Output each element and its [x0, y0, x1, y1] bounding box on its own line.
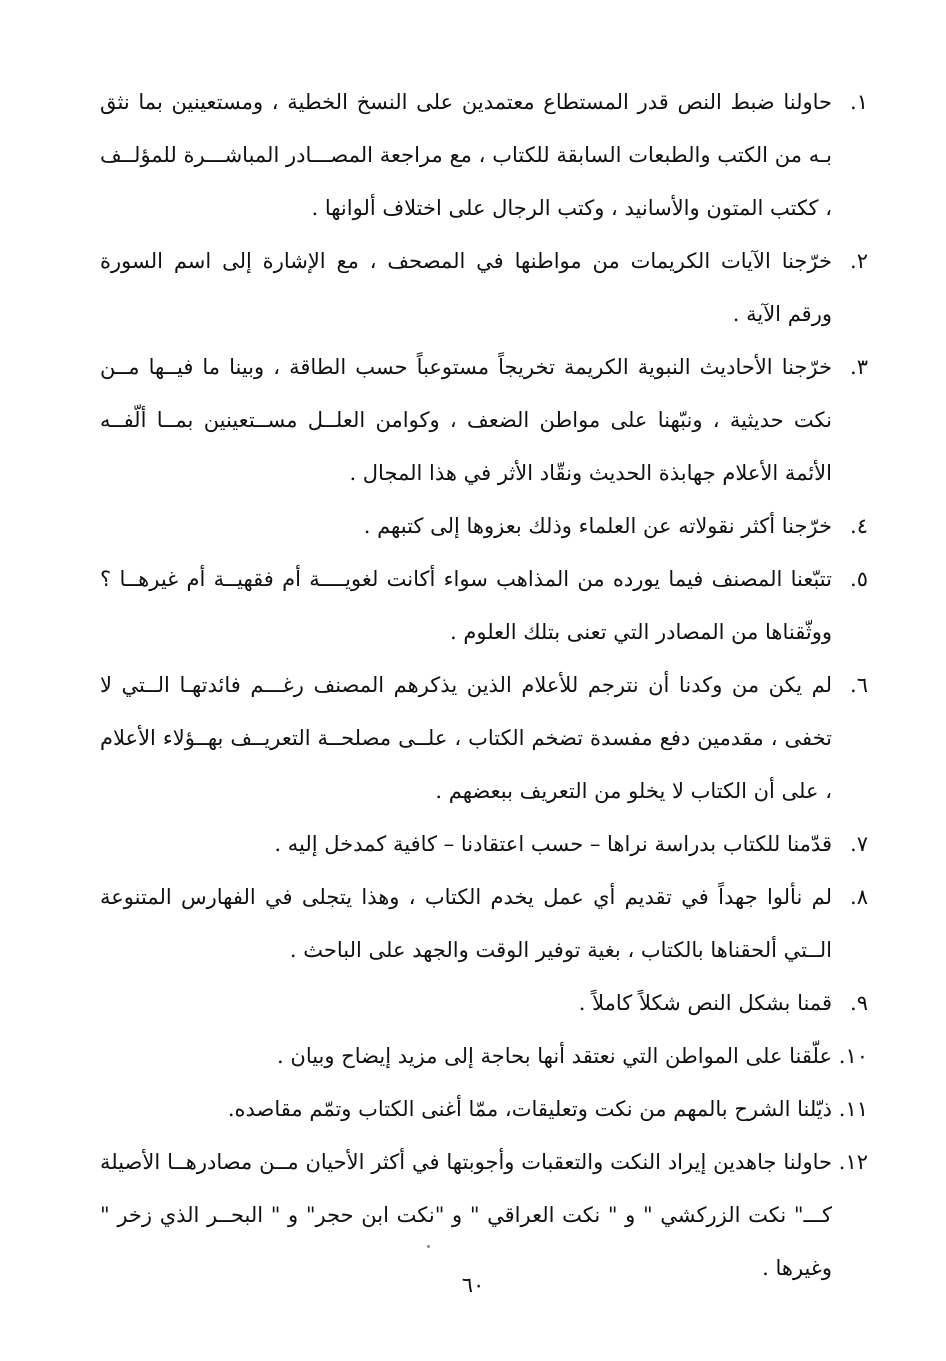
list-item-5	[100, 553, 868, 659]
list-item-1	[100, 76, 868, 235]
item-number: ٥.	[850, 567, 868, 591]
list-item-7	[100, 818, 868, 871]
item-text: خرّجنا أكثر نقولاته عن العلماء وذلك بعزوها إلى كتبهم .	[363, 514, 832, 538]
list-item-8	[100, 871, 868, 977]
item-number: ٧.	[850, 832, 868, 856]
list-item-11	[100, 1083, 868, 1136]
item-text: لم نألوا جهداً في تقديم أي عمل يخدم الكتاب ، وهذا يتجلى في الفهارس المتنوعة الــتي ألحقناها بالكتاب ، بغية توفير الوقت والجهد على الباحث .	[100, 885, 832, 962]
item-number: ١٠.	[838, 1044, 868, 1068]
list-item-3	[100, 341, 868, 500]
item-text: لم يكن من وكدنا أن نترجم للأعلام الذين يذكرهم المصنف رغـــم فائدتهـا الــتي لا تخفى ، مقدمين دفع مفسدة تضخم الكتاب ، علــى مصلحــة التعريــف بهــؤلاء الأعلام ، على أن الكتاب لا يخلو من التعريف ببعضهم .	[100, 673, 832, 803]
item-number: ١١.	[838, 1097, 868, 1121]
item-number: ١.	[850, 90, 868, 114]
list-item-10	[100, 1030, 868, 1083]
item-text: تتبّعنا المصنف فيما يورده من المذاهب سواء أكانت لغويــــة أم فقهيــة أم غيرهــا ؟ ووثّقناها من المصادر التي تعنى بتلك العلوم .	[100, 567, 832, 644]
item-text: حاولنا ضبط النص قدر المستطاع معتمدين على النسخ الخطية ، ومستعينين بما نثق بـه من الكتب والطبعات السابقة للكتاب ، مع مراجعة المصـــادر المباشـــرة للمؤلــف ، ككتب المتون والأسانيد ، وكتب الرجال على اختلاف ألوانها .	[100, 90, 832, 220]
list-item-2	[100, 235, 868, 341]
item-number: ١٢.	[838, 1150, 868, 1174]
item-number: ٢.	[850, 249, 868, 273]
item-number: ٦.	[850, 673, 868, 697]
item-text: حاولنا جاهدين إيراد النكت والتعقبات وأجوبتها في أكثر الأحيان مــن مصادرهــا الأصيلة كـــ" نكت الزركشي " و " نكت العراقي " و "نكت ابن حجر" و " البحــر الذي زخر " وغيرها .	[100, 1150, 832, 1280]
item-text: قدّمنا للكتاب بدراسة نراها – حسب اعتقادنا – كافية كمدخل إليه .	[274, 832, 832, 856]
item-text: علّقنا على المواطن التي نعتقد أنها بحاجة إلى مزيد إيضاح وبيان .	[277, 1044, 832, 1068]
list-item-4	[100, 500, 868, 553]
item-text: خرّجنا الأحاديث النبوية الكريمة تخريجاً مستوعباً حسب الطاقة ، وبينا ما فيــها مــن نكت حديثية ، ونبّهنا على مواطن الضعف ، وكوامن العلــل مســتعينين بمــا ألّفــه الأئمة الأعلام جهابذة الحديث ونقّاد الأثر في هذا المجال .	[100, 355, 832, 485]
scan-speck	[427, 1245, 430, 1248]
list-item-9	[100, 977, 868, 1030]
item-text: خرّجنا الآيات الكريمات من مواطنها في المصحف ، مع الإشارة إلى اسم السورة ورقم الآية .	[100, 249, 832, 326]
list-item-12	[100, 1136, 868, 1295]
item-number: ٣.	[850, 355, 868, 379]
item-number: ٩.	[850, 991, 868, 1015]
item-text: ذيّلنا الشرح بالمهم من نكت وتعليقات، ممّا أغنى الكتاب وتمّم مقاصده.	[227, 1097, 832, 1121]
page-number: ٦٠	[461, 1273, 485, 1297]
item-number: ٤.	[850, 514, 868, 538]
list-item-6	[100, 659, 868, 818]
item-number: ٨.	[850, 885, 868, 909]
methodology-list	[100, 76, 868, 1295]
item-text: قمنا بشكل النص شكلاً كاملاً .	[578, 991, 832, 1015]
